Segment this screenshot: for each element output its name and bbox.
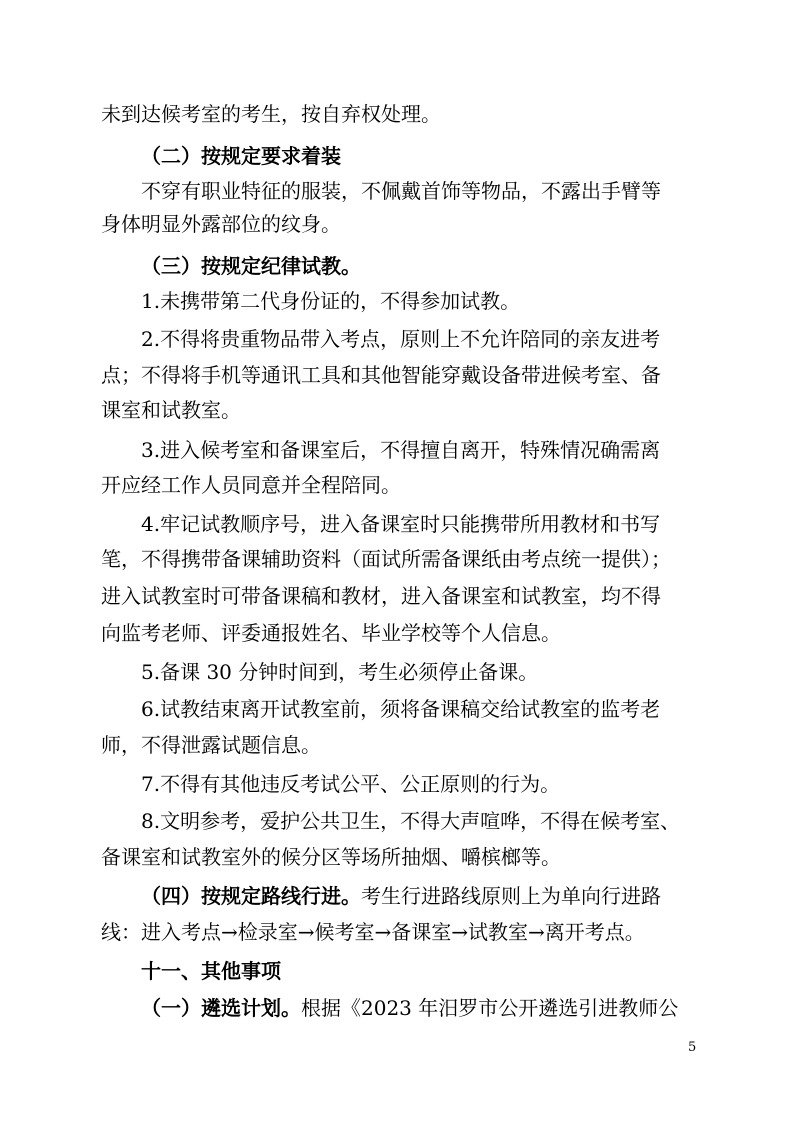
heading-text: （四）按规定路线行进。 <box>141 884 361 908</box>
heading-text: （三）按规定纪律试教。 <box>141 254 361 278</box>
list-item <box>141 510 701 538</box>
text-segment: 向监考老师、评委通报姓名、毕业学校等个人信息。 <box>101 621 561 645</box>
text-segment: 7.不得有其他违反考试公平、公正原则的行为。 <box>141 772 561 796</box>
text-line <box>101 210 701 238</box>
list-item <box>141 770 701 798</box>
list-item <box>141 695 701 723</box>
text-line <box>101 100 701 128</box>
text-line <box>101 918 701 946</box>
list-item <box>141 807 701 835</box>
text-line <box>101 361 701 389</box>
text-segment: 考生行进路线原则上为单向行进路 <box>361 884 661 908</box>
text-segment: 1.未携带第二代身份证的，不得参加试教。 <box>141 289 521 313</box>
text-segment: 3.进入候考室和备课室后，不得擅自离开，特殊情况确需离 <box>141 438 661 462</box>
text-segment: 2.不得将贵重物品带入考点，原则上不允许陪同的亲友进考 <box>141 327 661 351</box>
text-segment: 未到达候考室的考生，按自弃权处理。 <box>101 102 441 126</box>
text-segment: 师，不得泄露试题信息。 <box>101 733 321 757</box>
chapter-heading <box>141 957 701 985</box>
heading-text: （二）按规定要求着装 <box>141 144 341 168</box>
text-segment: 进入试教室时可带备课稿和教材，进入备课室和试教室，均不得 <box>101 584 661 608</box>
text-segment: 课室和试教室。 <box>101 398 241 422</box>
list-item <box>141 287 701 315</box>
text-segment: 身体明显外露部位的纹身。 <box>101 212 341 236</box>
text-segment: 开应经工作人员同意并全程陪同。 <box>101 473 401 497</box>
text-segment: 8.文明参考，爱护公共卫生，不得大声喧哗，不得在候考室、 <box>141 809 681 833</box>
text-segment: 4.牢记试教顺序号，进入备课室时只能携带所用教材和书写 <box>141 512 661 536</box>
list-item <box>141 658 701 686</box>
text-segment: 6.试教结束离开试教室前，须将备课稿交给试教室的监考老 <box>141 697 661 721</box>
text-line <box>101 545 701 573</box>
text-line <box>101 731 701 759</box>
text-segment: 线：进入考点→检录室→候考室→备课室→试教室→离开考点。 <box>101 920 645 944</box>
text-line <box>101 619 701 647</box>
heading-text: 十一、其他事项 <box>141 959 281 983</box>
text-line <box>101 843 701 871</box>
text-segment: 不穿有职业特征的服装，不佩戴首饰等物品，不露出手臂等 <box>141 179 661 203</box>
section-heading <box>141 882 701 910</box>
text-segment: 备课室和试教室外的候分区等场所抽烟、嚼槟榔等。 <box>101 845 561 869</box>
list-item <box>141 325 701 353</box>
text-segment: 5.备课 30 分钟时间到，考生必须停止备课。 <box>141 660 539 684</box>
text-line <box>141 177 701 205</box>
text-line <box>101 396 701 424</box>
page-number: 5 <box>688 1040 697 1055</box>
text-segment: 笔，不得携带备课辅助资料（面试所需备课纸由考点统一提供）； <box>101 547 671 571</box>
section-heading <box>141 252 701 280</box>
list-item <box>141 436 701 464</box>
text-segment: 点；不得将手机等通讯工具和其他智能穿戴设备带进候考室、备 <box>101 363 661 387</box>
text-line <box>101 471 701 499</box>
heading-text: （一）遴选计划。 <box>141 996 301 1020</box>
text-line <box>101 582 701 610</box>
section-heading <box>141 142 701 170</box>
text-segment: 根据《2023 年汨罗市公开遴选引进教师公 <box>301 996 679 1020</box>
section-heading <box>141 994 701 1022</box>
